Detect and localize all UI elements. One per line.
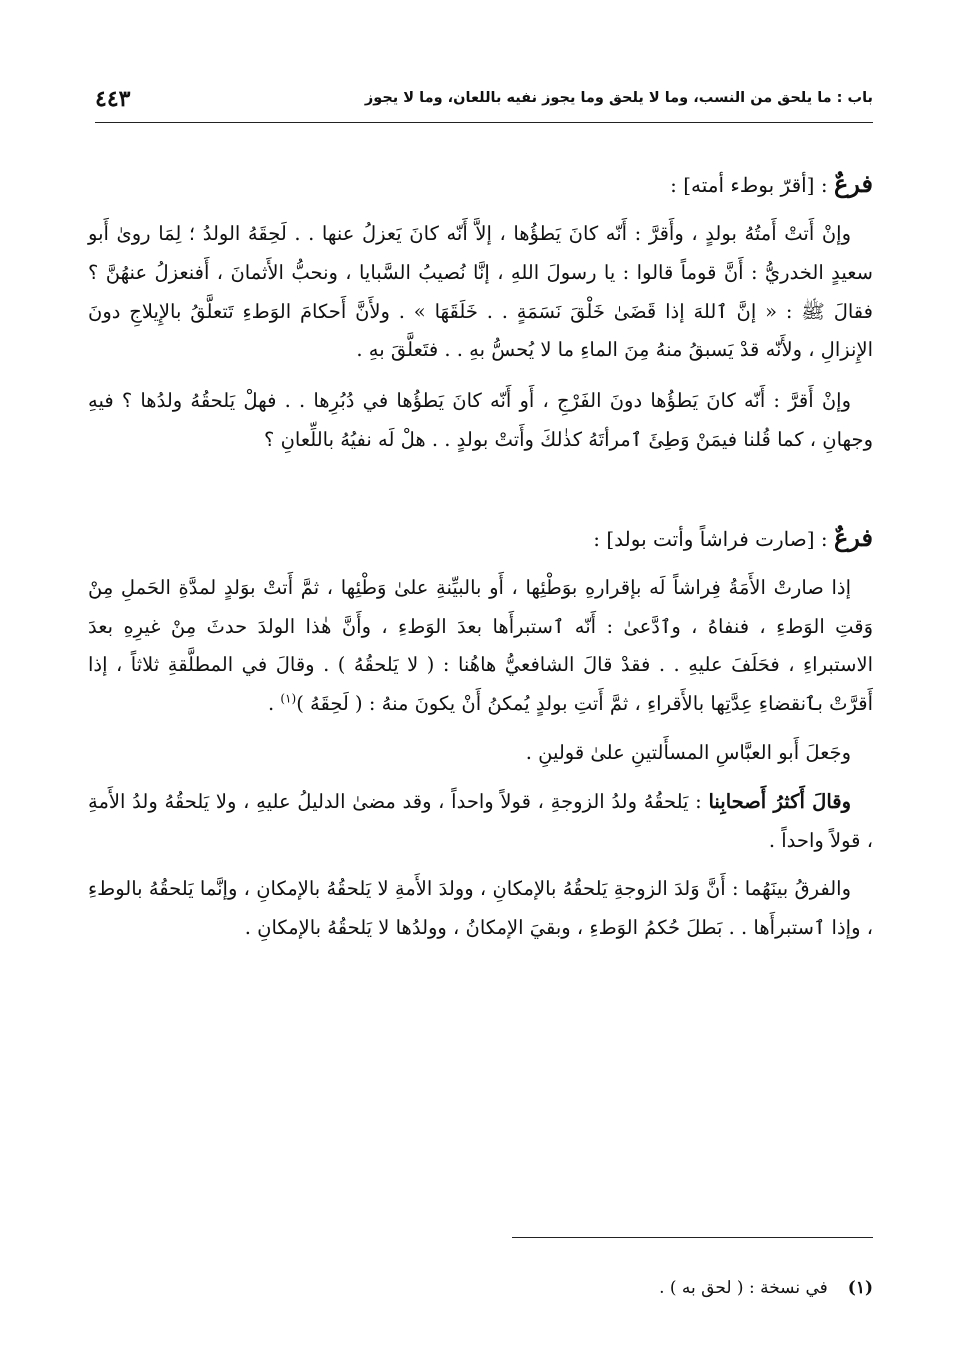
footnote-text: في نسخة : ( لحق به ) . <box>659 1278 828 1298</box>
section-heading-1 <box>88 168 873 201</box>
paragraph-text: : يَلحقُهُ ولدُ الزوجةِ ، قولاً واحداً ، وقد مضىٰ الدليلُ عليهِ ، ولا يَلحقُهُ ولدُ الأَمةِ ، قولاً واحداً . <box>88 789 873 852</box>
bold-phrase: وقالَ أَكثرُ أَصحابِنا <box>708 789 852 813</box>
running-title: باب : ما يلحق من النسب، وما لا يلحق وما يجوز نفيه باللعان، وما لا يجوز <box>364 90 873 106</box>
page-number: ٤٤٣ <box>95 86 131 112</box>
section-title: : [صارت فراشاً وأتت بولد] : <box>593 526 834 551</box>
paragraph <box>88 569 873 724</box>
footnote-divider <box>512 1237 873 1238</box>
paragraph <box>88 783 873 861</box>
main-text <box>88 168 873 948</box>
paragraph: وإنْ أَتتْ أَمتُهُ بولدٍ ، وأَقرَّ : أَنّه كانَ يَطؤُها ، إلاَّ أَنّه كانَ يَعزلُ عنها . . لَحِقَهُ الولدُ ؛ لِمَا روىٰ أَبو سعيدٍ الخدريُّ : أَنَّ قوماً قالوا : يا رسولَ اللهِ ، إنَّا نُصيبُ السَّبايا ، ونحبُّ الأَثمانَ ، أَفنعزلُ عنهُنَّ ؟ فقالَ ﷺ : « إنَّ ٱللهَ إذا قَضَىٰ خَلْقَ نَسَمَةٍ . . خَلَقَهَا » . ولأَنَّ أَحكامَ الوَطءِ تَتعلَّقُ بالإِيلاجِ دونَ الإِنزالِ ، ولأَنّه قدْ يَسبقُ منهُ مِنَ الماءِ ما لا يُحسُّ بهِ . . فتَعلَّقَ بهِ . <box>88 222 873 362</box>
footnote-reference[interactable]: (١) <box>280 691 297 706</box>
paragraph-text: إذا صارتْ الأَمَةُ فِراشاً لَه بإقرارهِ بوَطْئِها ، أَو بالبيِّنةِ علىٰ وَطْئِها ، ثمَّ أَتتْ بوَلدٍ لمدَّةِ الحَملِ مِنْ وَقتِ الوَطءِ ، فنفاهُ ، وٱدَّعىٰ : أَنّه ٱستبرأَها بعدَ الوَطءِ ، وأَنَّ هٰذا الولدَ حدثَ مِنْ غيرِهِ بعدَ الاستبراءِ ، فحَلَفَ عليهِ . . فقدْ قالَ الشافعيُّ هاهُنا : ( لا يَلحقُهُ ) . وقالَ في المطلَّقةِ ثلاثاً ، إذا أَقرَّتْ بٱنقضاءِ عِدَّتِها بالأَقراءِ ، ثمَّ أَتتِ بولدٍ يُمكنُ أَنْ يكونَ منهُ : ( لَحِقَهُ ) <box>88 575 873 716</box>
section-heading-2 <box>88 522 873 555</box>
footnote-mark: (١) <box>847 1278 873 1298</box>
section-title: : [أقرّ بوطء أمته] : <box>670 173 834 197</box>
running-header <box>95 84 873 123</box>
section-label: فرعٌ <box>833 522 873 552</box>
section-label: فرعٌ <box>833 169 873 198</box>
paragraph: وجَعلَ أَبو العبَّاسِ المسأَلتينِ علىٰ قولينِ . <box>525 740 851 764</box>
paragraph-end: . <box>267 692 281 716</box>
paragraph: والفرقُ بينَهُما : أَنَّ وَلدَ الزوجةِ يَلحقُهُ بالإمكانِ ، وولدَ الأَمةِ لا يَلحقُهُ بالإمكانِ ، وإنَّما يَلحقُهُ بالوطءِ ، وإذا ٱستبرأَها . . بَطلَ حُكمُ الوَطءِ ، وبقيَ الإمكانُ ، وولدُها لا يَلحقُهُ بالإمكانِ . <box>88 877 873 940</box>
paragraph: وإنْ أَقرَّ : أَنّه كانَ يَطؤُها دونَ الفَرْجِ ، أَو أَنّه كانَ يَطؤُها في دُبُرِها . . فهلْ يَلحقُهُ ولدُها ؟ فيهِ وجهانِ ، كما قُلنا فيمَنْ وَطِئَ ٱمرأتَهُ كذٰلكَ وأَتتْ بولدٍ . . هلْ لَه نفيُهُ باللِّعانِ ؟ <box>88 389 873 451</box>
footnote <box>173 1278 873 1298</box>
